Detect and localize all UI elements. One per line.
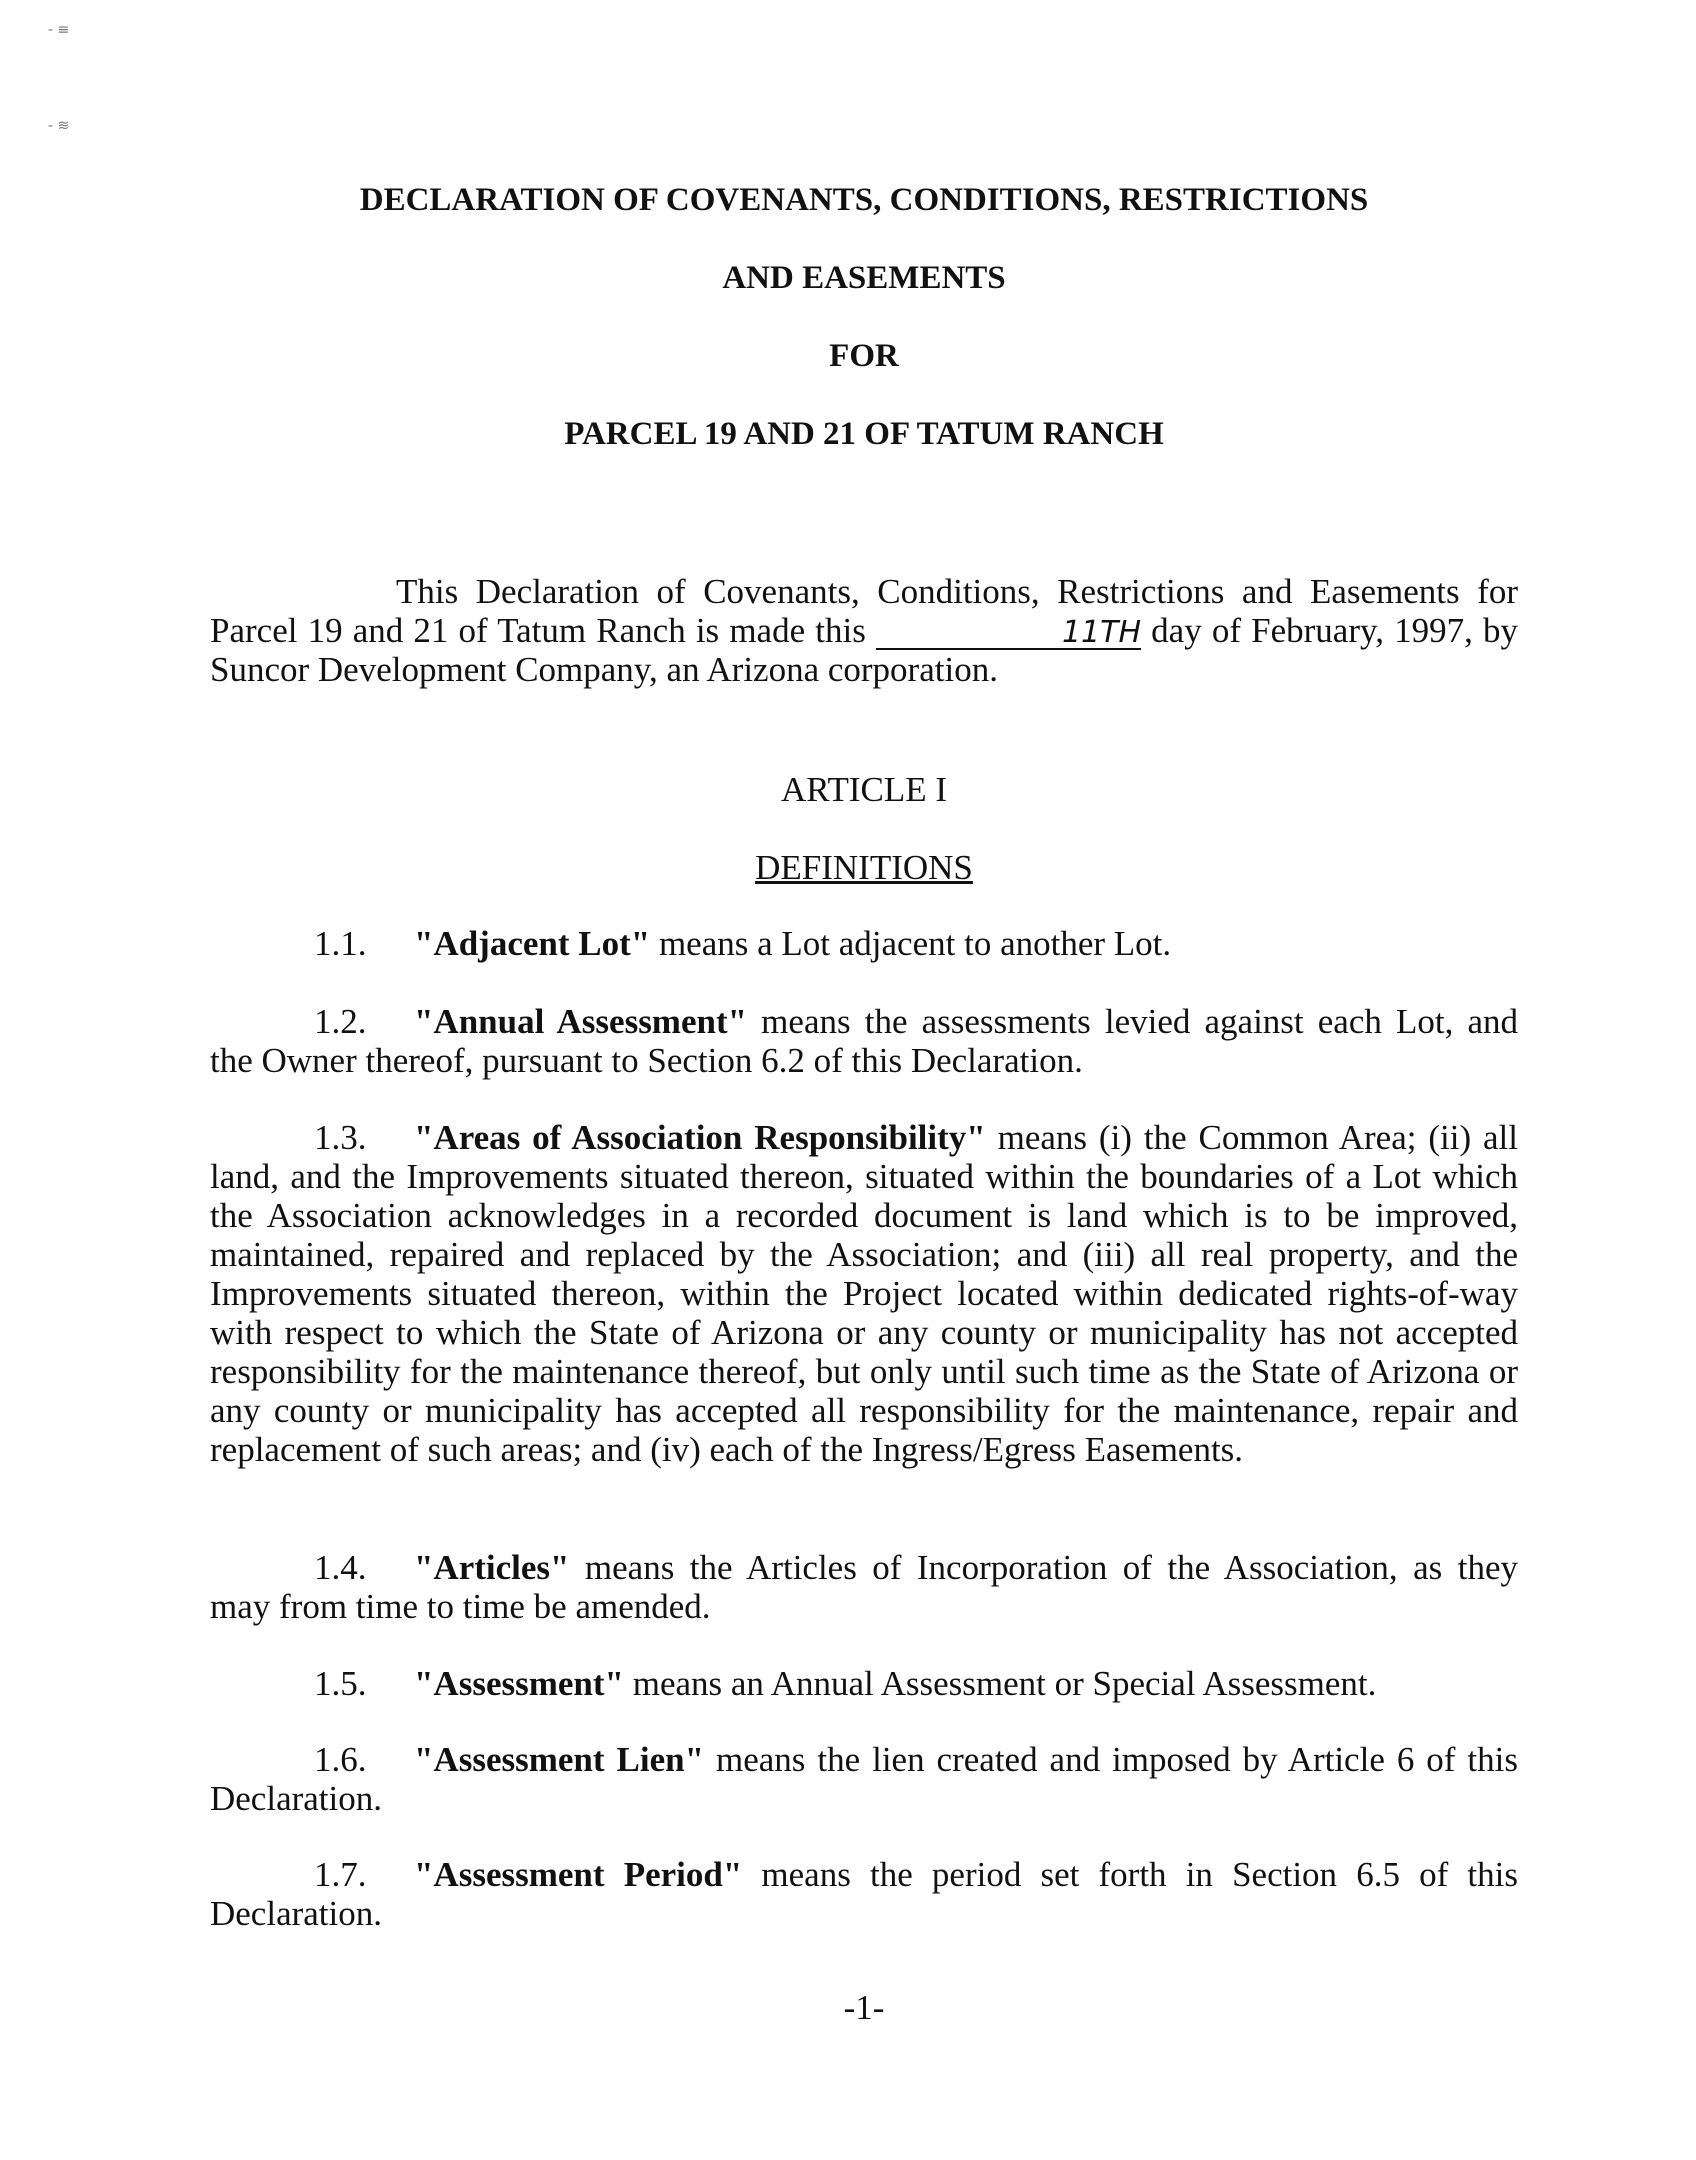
definition-text: means a Lot adjacent to another Lot. (650, 924, 1172, 963)
definition-number: 1.2. (314, 1002, 367, 1041)
definition-text: means the assessments levied against each Lot, and the Owner thereof, pursuant to Section 6.2 of this Declaration. (210, 1002, 1518, 1080)
intro-paragraph (210, 572, 1518, 689)
definition-term: "Assessment Period" (414, 1855, 743, 1894)
definition-1-6 (210, 1740, 1518, 1818)
heading-line-1: DECLARATION OF COVENANTS, CONDITIONS, RESTRICTIONS (359, 182, 1369, 218)
page-number: -1- (843, 1988, 885, 2027)
definition-number: 1.7. (314, 1855, 367, 1894)
article-label: ARTICLE I (780, 770, 948, 809)
intro-text-before: This Declaration of Covenants, Conditions, Restrictions and Easements for Parcel 19 and 21 of Tatum Ranch is made this (210, 572, 1518, 650)
definition-term: "Articles" (414, 1548, 570, 1587)
definition-1-1 (210, 924, 1518, 963)
definition-number: 1.6. (314, 1740, 367, 1779)
definition-term: "Assessment Lien" (414, 1740, 705, 1779)
definition-term: "Areas of Association Responsibility" (414, 1118, 986, 1157)
article-title-text: DEFINITIONS (755, 848, 973, 887)
definition-term: "Assessment" (414, 1664, 624, 1703)
definition-number: 1.3. (314, 1118, 367, 1157)
article-title (210, 850, 1518, 885)
definition-text: means the lien created and imposed by Article 6 of this Declaration. (210, 1740, 1518, 1818)
definition-1-5 (210, 1664, 1518, 1703)
handwritten-date: 11TH (876, 618, 1141, 650)
definition-1-4 (210, 1548, 1518, 1626)
definition-text: means (i) the Common Area; (ii) all land, and the Improvements situated thereon, situated within the boundaries of a Lot which the Association acknowledges in a recorded document is land which is to be improved, maintained, repaired and replaced by the Association; and (iii) all real property, and the Improvements situated thereon, within the Project located within dedicated rights-of-way with respect to which the State of Arizona or any county or municipality has not accepted responsibility for the maintenance thereof, but only until such time as the State of Arizona or any county or municipality has accepted all responsibility for the maintenance, repair and replacement of such areas; and (iv) each of the Ingress/Egress Easements. (210, 1118, 1518, 1469)
heading-line-2: AND EASEMENTS (722, 260, 1006, 296)
definition-term: "Annual Assessment" (414, 1002, 748, 1041)
definition-1-2 (210, 1002, 1518, 1080)
definition-text: means the period set forth in Section 6.5 of this Declaration. (210, 1855, 1518, 1933)
definition-number: 1.5. (314, 1664, 367, 1703)
scan-mark-bottom: - ≋ (48, 118, 70, 134)
heading-line-4: PARCEL 19 AND 21 OF TATUM RANCH (564, 416, 1164, 452)
definition-1-3 (210, 1118, 1518, 1469)
scan-mark-top: - ≡ (48, 22, 70, 38)
definition-1-7 (210, 1855, 1518, 1933)
definition-number: 1.1. (314, 924, 367, 963)
definition-text: means the Articles of Incorporation of the Association, as they may from time to time be amended. (210, 1548, 1518, 1626)
definition-text: means an Annual Assessment or Special Assessment. (623, 1664, 1377, 1703)
intro-text-after: day of February, 1997, by Suncor Development Company, an Arizona corporation. (210, 611, 1519, 689)
heading-line-3: FOR (829, 338, 899, 374)
definition-term: "Adjacent Lot" (414, 924, 651, 963)
definition-number: 1.4. (314, 1548, 367, 1587)
